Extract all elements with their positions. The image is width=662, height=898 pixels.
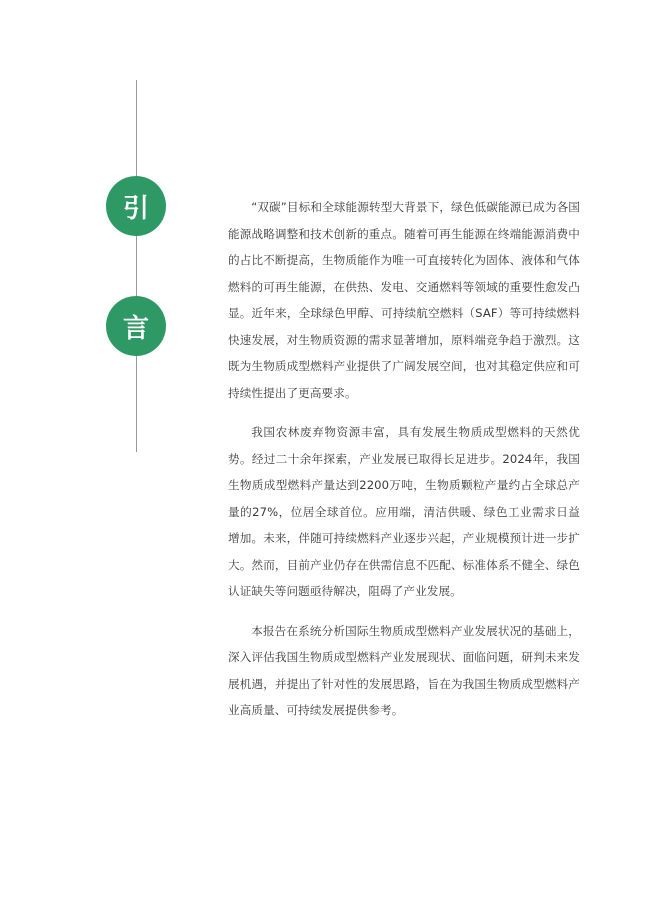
section-badge-yin: [106, 176, 166, 236]
vertical-divider-bottom: [136, 356, 137, 452]
badge-char-yan: 言: [122, 313, 149, 344]
introduction-body: [228, 194, 580, 737]
paragraph-1: “双碳”目标和全球能源转型大背景下，绿色低碳能源已成为各国能源战略调整和技术创新的重点。随着可再生能源在终端能源消费中的占比不断提高，生物质能作为唯一可直接转化为固体、液体和气体燃料的可再生能源，在供热、发电、交通燃料等领域的重要性愈发凸显。近年来，全球绿色甲醇、可持续航空燃料（SAF）等可持续燃料快速发展，对生物质资源的需求显著增加，原料端竞争趋于激烈。这既为生物质成型燃料产业提供了广阔发展空间，也对其稳定供应和可持续性提出了更高要求。: [228, 200, 580, 400]
section-badge-yan: [106, 296, 166, 356]
vertical-divider-top: [136, 80, 137, 176]
paragraph-2: 我国农林废弃物资源丰富，具有发展生物质成型燃料的天然优势。经过二十余年探索，产业发展已取得长足进步。2024年，我国生物质成型燃料产量达到2200万吨，生物质颗粒产量约占全球总产量的27%，位居全球首位。应用端，清洁供暖、绿色工业需求日益增加。未来，伴随可持续燃料产业逐步兴起，产业规模预计进一步扩大。然而，目前产业仍存在供需信息不匹配、标准体系不健全、绿色认证缺失等问题亟待解决，阻碍了产业发展。: [228, 425, 580, 598]
badge-char-yin: 引: [122, 193, 149, 224]
paragraph-3: 本报告在系统分析国际生物质成型燃料产业发展状况的基础上，深入评估我国生物质成型燃料产业发展现状、面临问题，研判未来发展机遇，并提出了针对性的发展思路，旨在为我国生物质成型燃料产业高质量、可持续发展提供参考。: [228, 623, 580, 717]
vertical-divider-middle: [136, 236, 137, 296]
